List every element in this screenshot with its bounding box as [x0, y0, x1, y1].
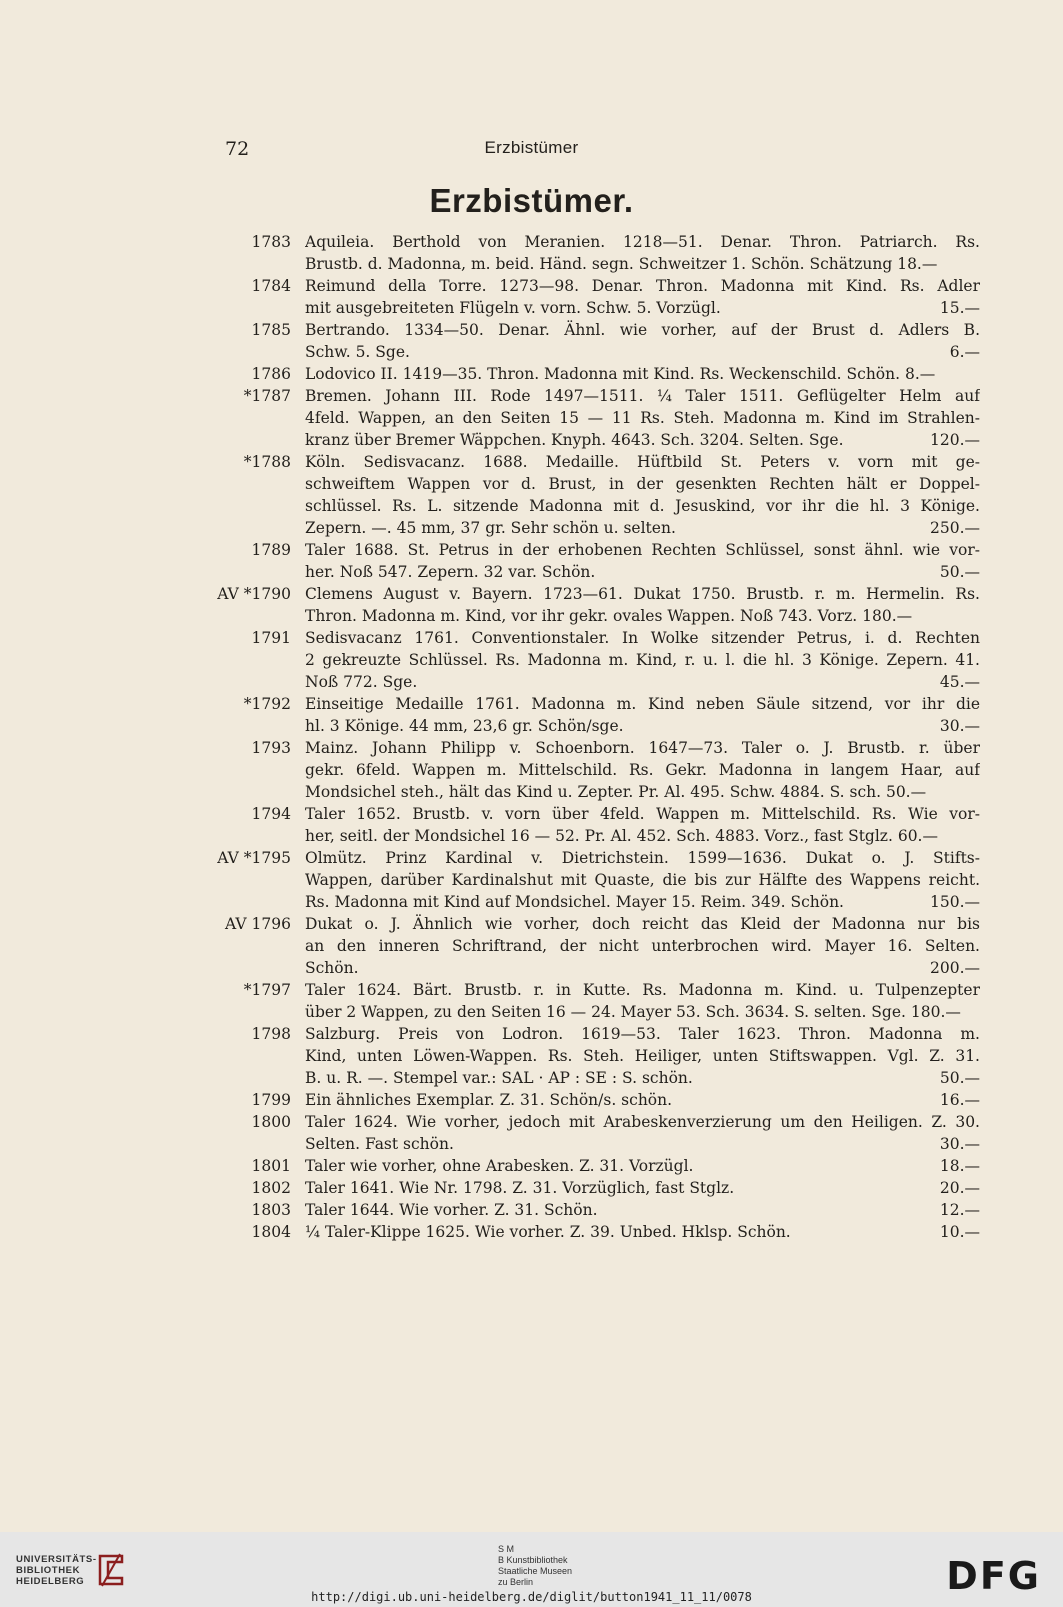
entry-text: Sedisvacanz 1761. Conventionstaler. In Wolke sitzender Petrus, i. d. Rechten — [305, 629, 980, 647]
entry-line — [305, 1023, 980, 1045]
entry-text: über 2 Wappen, zu den Seiten 16 — 24. Mayer 53. Sch. 3634. S. selten. Sge. 180.— — [305, 1003, 961, 1021]
lot-number: *1797 — [243, 981, 291, 999]
entry-line — [305, 737, 980, 759]
estimate-price: 12.— — [939, 1201, 980, 1219]
catalog-entry — [0, 231, 1063, 275]
catalog-entry — [0, 1023, 1063, 1089]
catalog-entry — [0, 693, 1063, 737]
lot-number: 1784 — [251, 277, 291, 295]
entry-text: Taler 1624. Wie vorher, jedoch mit Arabeskenverzierung um den Heiligen. Z. 30. — [305, 1113, 980, 1131]
catalog-entry — [0, 847, 1063, 913]
catalog-entry — [0, 1177, 1063, 1199]
entry-line — [305, 935, 980, 957]
estimate-price: 50.— — [939, 1069, 980, 1087]
source-url[interactable]: http://digi.ub.uni-heidelberg.de/diglit/button1941_11_11/0078 — [311, 1590, 752, 1604]
catalog-entry — [0, 737, 1063, 803]
lot-number: 1791 — [251, 629, 291, 647]
university-library-logo[interactable] — [16, 1554, 97, 1587]
lot-number: AV *1790 — [217, 585, 291, 603]
catalog-entry — [0, 913, 1063, 979]
entry-line — [305, 1133, 980, 1155]
entry-line — [305, 847, 980, 869]
entry-text: Kind, unten Löwen-Wappen. Rs. Steh. Heiliger, unten Stiftswappen. Vgl. Z. 31. — [305, 1047, 980, 1065]
lot-number: 1803 — [251, 1201, 291, 1219]
entry-text: Salzburg. Preis von Lodron. 1619—53. Taler 1623. Thron. Madonna m. — [305, 1025, 980, 1043]
logo-line: BIBLIOTHEK — [16, 1565, 81, 1576]
estimate-price: 18.— — [939, 1157, 980, 1175]
entry-line — [305, 319, 980, 341]
catalog-list — [0, 231, 1063, 1243]
entry-line — [305, 671, 980, 693]
entry-text: Wappen, darüber Kardinalshut mit Quaste, die bis zur Hälfte des Wappens reicht. — [305, 871, 980, 889]
section-heading: Erzbistümer. — [429, 182, 634, 219]
catalog-entry — [0, 1199, 1063, 1221]
logo-line: HEIDELBERG — [16, 1576, 85, 1587]
entry-text: Ein ähnliches Exemplar. Z. 31. Schön/s. schön. — [305, 1091, 673, 1109]
entry-line — [305, 627, 980, 649]
entry-text: gekr. 6feld. Wappen m. Mittelschild. Rs. Gekr. Madonna in langem Haar, auf — [305, 761, 980, 779]
lot-number: *1792 — [243, 695, 291, 713]
entry-text: Olmütz. Prinz Kardinal v. Dietrichstein. 1599—1636. Dukat o. J. Stifts- — [305, 849, 980, 867]
running-head — [0, 138, 1063, 168]
entry-line — [305, 803, 980, 825]
smb-line: Staatliche Museen — [498, 1566, 573, 1576]
lot-number: 1794 — [251, 805, 291, 823]
entry-line — [305, 1089, 980, 1111]
catalog-entry — [0, 803, 1063, 847]
entry-text: Thron. Madonna m. Kind, vor ihr gekr. ovales Wappen. Noß 743. Vorz. 180.— — [305, 607, 913, 625]
entry-text: Taler 1644. Wie vorher. Z. 31. Schön. — [305, 1201, 598, 1219]
entry-text: schlüssel. Rs. L. sitzende Madonna mit d. Jesuskind, vor ihr die hl. 3 Könige. — [305, 497, 980, 515]
entry-text: Taler 1652. Brustb. v. vorn über 4feld. Wappen m. Mittelschild. Rs. Wie vor- — [305, 805, 980, 823]
lot-number: 1785 — [251, 321, 291, 339]
entry-line — [305, 539, 980, 561]
lot-number: *1787 — [243, 387, 291, 405]
lot-number: 1800 — [251, 1113, 291, 1131]
entry-text: ¼ Taler-Klippe 1625. Wie vorher. Z. 39. Unbed. Hklsp. Schön. — [305, 1223, 791, 1241]
estimate-price: 150.— — [929, 893, 980, 911]
lot-number: 1789 — [251, 541, 291, 559]
estimate-price: 15.— — [939, 299, 980, 317]
lot-number: 1804 — [251, 1223, 291, 1241]
estimate-price: 30.— — [939, 717, 980, 735]
entry-text: Taler 1641. Wie Nr. 1798. Z. 31. Vorzüglich, fast Stglz. — [305, 1179, 735, 1197]
page-number: 72 — [225, 138, 250, 160]
entry-line — [305, 1155, 980, 1177]
estimate-price: 50.— — [939, 563, 980, 581]
entry-line — [305, 517, 980, 539]
entry-line — [305, 561, 980, 583]
entry-text: B. u. R. —. Stempel var.: SAL · AP : SE : S. schön. — [305, 1069, 693, 1087]
entry-line — [305, 869, 980, 891]
entry-text: Dukat o. J. Ähnlich wie vorher, doch reicht das Kleid der Madonna nur bis — [305, 915, 980, 933]
entry-line — [305, 1067, 980, 1089]
entry-text: Taler wie vorher, ohne Arabesken. Z. 31. Vorzügl. — [305, 1157, 694, 1175]
entry-line — [305, 693, 980, 715]
entry-line — [305, 715, 980, 737]
catalog-entry — [0, 319, 1063, 363]
entry-line — [305, 913, 980, 935]
catalog-entry — [0, 539, 1063, 583]
footer-bar — [0, 1532, 1063, 1607]
smb-kunstbibliothek-logo[interactable] — [498, 1544, 572, 1588]
entry-line — [305, 957, 980, 979]
estimate-price: 30.— — [939, 1135, 980, 1153]
entry-line — [305, 275, 980, 297]
catalog-entry — [0, 627, 1063, 693]
entry-text: kranz über Bremer Wäppchen. Knyph. 4643. Sch. 3204. Selten. Sge. — [305, 431, 844, 449]
entry-text: Schw. 5. Sge. — [305, 343, 410, 361]
lot-number: 1799 — [251, 1091, 291, 1109]
catalog-entry — [0, 1221, 1063, 1243]
lot-number: AV 1796 — [225, 915, 291, 933]
estimate-price: 120.— — [929, 431, 980, 449]
entry-text: mit ausgebreiteten Flügeln v. vorn. Schw. 5. Vorzügl. — [305, 299, 721, 317]
catalog-entry — [0, 1155, 1063, 1177]
entry-line — [305, 825, 980, 847]
catalog-entry — [0, 275, 1063, 319]
catalog-entry — [0, 1111, 1063, 1155]
entry-text: Mondsichel steh., hält das Kind u. Zepter. Pr. Al. 495. Schw. 4884. S. sch. 50.— — [305, 783, 927, 801]
entry-line — [305, 1045, 980, 1067]
entry-text: Taler 1624. Bärt. Brustb. r. in Kutte. Rs. Madonna m. Kind. u. Tulpenzepter — [305, 981, 980, 999]
university-emblem-icon — [96, 1552, 126, 1588]
entry-text: Mainz. Johann Philipp v. Schoenborn. 1647—73. Taler o. J. Brustb. r. über — [305, 739, 980, 757]
entry-text: Selten. Fast schön. — [305, 1135, 454, 1153]
lot-number: 1783 — [251, 233, 291, 251]
entry-line — [305, 649, 980, 671]
entry-text: schweiftem Wappen vor d. Brust, in der gesenkten Rechten hält er Doppel- — [305, 475, 980, 493]
entry-line — [305, 341, 980, 363]
catalog-entry — [0, 451, 1063, 539]
entry-line — [305, 297, 980, 319]
entry-line — [305, 605, 980, 627]
entry-text: Aquileia. Berthold von Meranien. 1218—51. Denar. Thron. Patriarch. Rs. — [305, 233, 980, 251]
entry-text: Bremen. Johann III. Rode 1497—1511. ¼ Taler 1511. Geflügelter Helm auf — [305, 387, 980, 405]
entry-text: Lodovico II. 1419—35. Thron. Madonna mit Kind. Rs. Weckenschild. Schön. 8.— — [305, 365, 936, 383]
entry-line — [305, 407, 980, 429]
estimate-price: 20.— — [939, 1179, 980, 1197]
entry-text: Schön. — [305, 959, 359, 977]
entry-text: Köln. Sedisvacanz. 1688. Medaille. Hüftbild St. Peters v. vorn mit ge- — [305, 453, 980, 471]
entry-line — [305, 253, 980, 275]
entry-text: 2 gekreuzte Schlüssel. Rs. Madonna m. Kind, r. u. l. die hl. 3 Könige. Zepern. 41. — [305, 651, 980, 669]
entry-text: Zepern. —. 45 mm, 37 gr. Sehr schön u. selten. — [305, 519, 676, 537]
smb-line: S M — [498, 1544, 515, 1554]
entry-line — [305, 979, 980, 1001]
entry-text: Noß 772. Sge. — [305, 673, 418, 691]
entry-line — [305, 583, 980, 605]
entry-text: her. Noß 547. Zepern. 32 var. Schön. — [305, 563, 596, 581]
lot-number: AV *1795 — [217, 849, 291, 867]
logo-line: UNIVERSITÄTS- — [16, 1554, 97, 1565]
entry-line — [305, 495, 980, 517]
running-title: Erzbistümer — [484, 138, 579, 157]
entry-text: Bertrando. 1334—50. Denar. Ähnl. wie vorher, auf der Brust d. Adlers B. — [305, 321, 980, 339]
estimate-price: 16.— — [939, 1091, 980, 1109]
entry-text: an den inneren Schriftrand, der nicht unterbrochen wird. Mayer 16. Selten. — [305, 937, 980, 955]
entry-line — [305, 781, 980, 803]
entry-text: Einseitige Medaille 1761. Madonna m. Kind neben Säule sitzend, vor ihr die — [305, 695, 980, 713]
smb-line: B Kunstbibliothek — [498, 1555, 568, 1565]
entry-line — [305, 429, 980, 451]
lot-number: 1793 — [251, 739, 291, 757]
entry-line — [305, 451, 980, 473]
entry-line — [305, 363, 980, 385]
entry-line — [305, 1177, 980, 1199]
lot-number: *1788 — [243, 453, 291, 471]
entry-text: Clemens August v. Bayern. 1723—61. Dukat 1750. Brustb. r. m. Hermelin. Rs. — [305, 585, 980, 603]
catalog-entry — [0, 583, 1063, 627]
estimate-price: 200.— — [929, 959, 980, 977]
estimate-price: 10.— — [939, 1223, 980, 1241]
entry-text: Rs. Madonna mit Kind auf Mondsichel. Mayer 15. Reim. 349. Schön. — [305, 893, 844, 911]
entry-text: Brustb. d. Madonna, m. beid. Händ. segn. Schweitzer 1. Schön. Schätzung 18.— — [305, 255, 938, 273]
entry-line — [305, 1199, 980, 1221]
smb-line: zu Berlin — [498, 1577, 534, 1587]
entry-line — [305, 385, 980, 407]
lot-number: 1801 — [251, 1157, 291, 1175]
catalog-entry — [0, 1089, 1063, 1111]
entry-line — [305, 473, 980, 495]
entry-text: 4feld. Wappen, an den Seiten 15 — 11 Rs. Steh. Madonna m. Kind im Strahlen- — [305, 409, 980, 427]
entry-line — [305, 1001, 980, 1023]
entry-text: her, seitl. der Mondsichel 16 — 52. Pr. Al. 452. Sch. 4883. Vorz., fast Stglz. 60.— — [305, 827, 938, 845]
catalog-entry — [0, 385, 1063, 451]
entry-line — [305, 1111, 980, 1133]
lot-number: 1802 — [251, 1179, 291, 1197]
entry-text: hl. 3 Könige. 44 mm, 23,6 gr. Schön/sge. — [305, 717, 624, 735]
entry-line — [305, 231, 980, 253]
dfg-logo[interactable]: DFG — [946, 1554, 1041, 1598]
lot-number: 1786 — [251, 365, 291, 383]
entry-line — [305, 759, 980, 781]
catalog-entry — [0, 363, 1063, 385]
entry-text: Reimund della Torre. 1273—98. Denar. Thron. Madonna mit Kind. Rs. Adler — [305, 277, 980, 295]
estimate-price: 250.— — [929, 519, 980, 537]
entry-text: Taler 1688. St. Petrus in der erhobenen Rechten Schlüssel, sonst ähnl. wie vor- — [305, 541, 980, 559]
entry-line — [305, 891, 980, 913]
estimate-price: 6.— — [949, 343, 980, 361]
catalog-entry — [0, 979, 1063, 1023]
lot-number: 1798 — [251, 1025, 291, 1043]
estimate-price: 45.— — [939, 673, 980, 691]
entry-line — [305, 1221, 980, 1243]
